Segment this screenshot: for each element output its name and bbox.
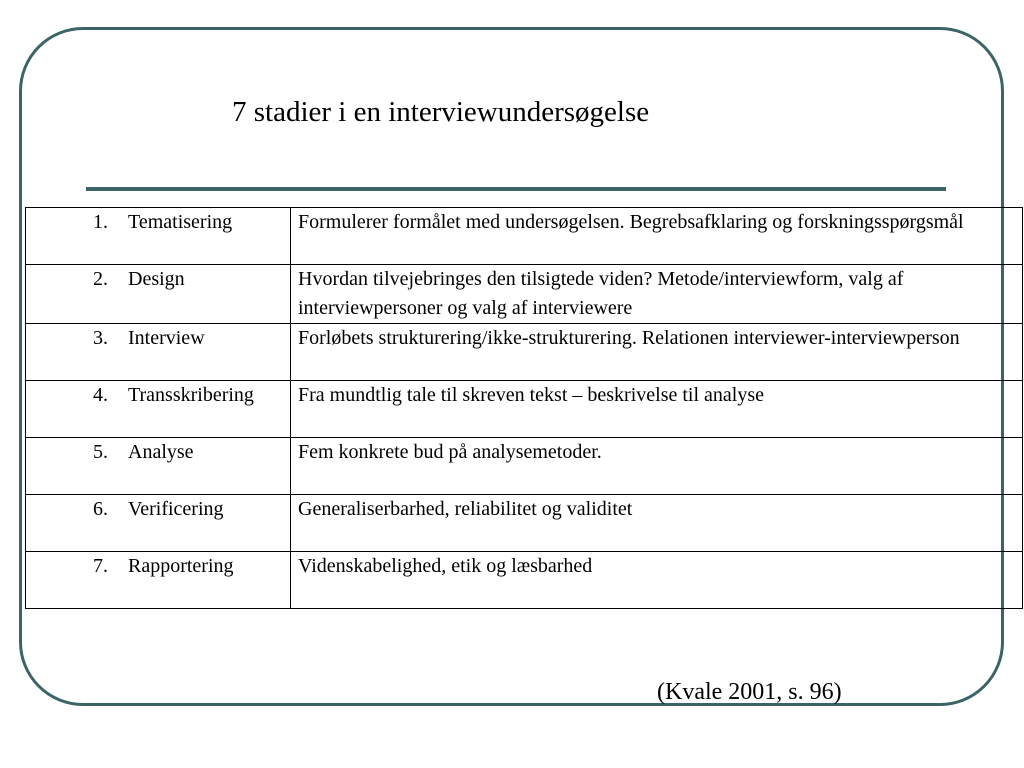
table-row xyxy=(26,552,1023,609)
stage-description: Hvordan tilvejebringes den tilsigtede viden? Metode/interviewform, valg af interviewpersoner og valg af interviewere xyxy=(291,265,1023,324)
stage-number: 4. xyxy=(93,384,108,406)
stage-description: Fra mundtlig tale til skreven tekst – beskrivelse til analyse xyxy=(291,381,1023,438)
stage-name: Tematisering xyxy=(128,211,233,233)
stage-cell xyxy=(26,495,291,552)
stage-number: 7. xyxy=(93,555,108,577)
stage-number: 2. xyxy=(93,268,108,290)
stage-cell xyxy=(26,438,291,495)
table-row xyxy=(26,265,1023,324)
stage-name: Transskribering xyxy=(128,384,254,406)
stage-name: Interview xyxy=(128,327,205,349)
title-divider xyxy=(86,187,946,191)
stage-description: Forløbets strukturering/ikke-strukturering. Relationen interviewer-interviewperson xyxy=(291,324,1023,381)
stage-cell xyxy=(26,381,291,438)
stage-name: Rapportering xyxy=(128,555,234,577)
stage-number: 3. xyxy=(93,327,108,349)
stage-description: Generaliserbarhed, reliabilitet og validitet xyxy=(291,495,1023,552)
stage-number: 1. xyxy=(93,211,108,233)
stage-description: Fem konkrete bud på analysemetoder. xyxy=(291,438,1023,495)
stage-description: Videnskabelighed, etik og læsbarhed xyxy=(291,552,1023,609)
stage-cell xyxy=(26,265,291,324)
stage-cell xyxy=(26,208,291,265)
source-citation: (Kvale 2001, s. 96) xyxy=(657,679,842,705)
stages-table xyxy=(25,207,1023,609)
table-row xyxy=(26,495,1023,552)
table-row xyxy=(26,381,1023,438)
stage-name: Analyse xyxy=(128,441,194,463)
stage-description: Formulerer formålet med undersøgelsen. Begrebsafklaring og forskningsspørgsmål xyxy=(291,208,1023,265)
slide-title: 7 stadier i en interviewundersøgelse xyxy=(232,96,650,128)
table-row xyxy=(26,208,1023,265)
stage-number: 5. xyxy=(93,441,108,463)
table-row xyxy=(26,324,1023,381)
stage-number: 6. xyxy=(93,498,108,520)
stage-name: Design xyxy=(128,268,185,290)
stage-cell xyxy=(26,324,291,381)
table-row xyxy=(26,438,1023,495)
stage-name: Verificering xyxy=(128,498,224,520)
stage-cell xyxy=(26,552,291,609)
